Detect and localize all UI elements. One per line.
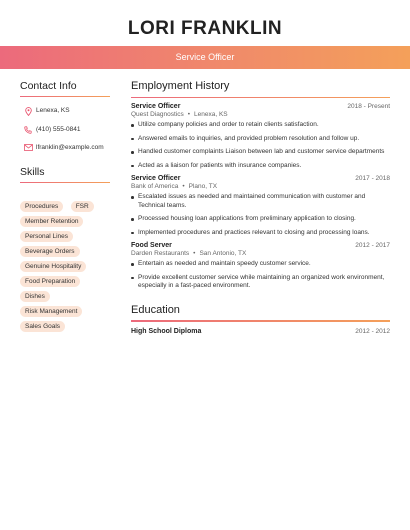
job-dates: 2018 - Present [347, 103, 390, 110]
job-company-line [131, 111, 390, 118]
job-title: Service Officer [131, 103, 181, 110]
job-bullets [131, 121, 390, 170]
skill-chip: Food Preparation [20, 276, 80, 287]
job-dates: 2012 - 2017 [355, 242, 390, 249]
contact-location [20, 106, 110, 116]
job-bullet: Handled customer complaints Liaison between lab and customer service departments [131, 148, 390, 157]
job-bullet: Provide excellent customer service while maintaining an organized work environment, especially in a fast-paced environment. [131, 274, 390, 291]
separator-dot: • [193, 250, 196, 257]
contact-phone [20, 125, 110, 134]
skill-chip: Risk Management [20, 306, 82, 317]
job-entry [131, 175, 390, 237]
contact-location-text: Lenexa, KS [36, 107, 70, 114]
job-company: Darden Restaurants [131, 250, 190, 257]
contact-list [20, 106, 110, 152]
job-title: Food Server [131, 242, 172, 249]
job-dates: 2017 - 2018 [355, 175, 390, 182]
job-bullets [131, 193, 390, 237]
phone-icon [20, 125, 36, 134]
skills-row [20, 300, 110, 315]
job-header [131, 175, 390, 182]
job-bullet: Entertain as needed and maintain speedy customer service. [131, 260, 390, 269]
contact-email-text[interactable]: lfranklin@example.com [36, 144, 104, 151]
education-entry [131, 328, 390, 335]
right-column [131, 80, 390, 335]
job-header [131, 103, 390, 110]
skill-chip: Procedures [20, 201, 63, 212]
education-section [131, 304, 390, 335]
skill-chip: Sales Goals [20, 321, 65, 332]
skills-row [20, 315, 110, 330]
education-heading: Education [131, 304, 390, 322]
job-title: Service Officer [131, 175, 181, 182]
job-bullet: Escalated issues as needed and maintained communication with customer and Technical teams. [131, 193, 390, 210]
degree-dates: 2012 - 2012 [355, 327, 390, 335]
job-location: San Antonio, TX [199, 250, 247, 257]
skill-chip: FSR [71, 201, 94, 212]
job-company-line [131, 183, 390, 190]
contact-email [20, 143, 110, 152]
job-bullet: Answered emails to inquiries, and provided problem resolution and follow up. [131, 135, 390, 144]
skills-row [20, 225, 110, 240]
degree-title: High School Diploma [131, 327, 202, 335]
email-icon [20, 143, 36, 151]
job-company: Bank of America [131, 183, 179, 190]
skills-row [20, 270, 110, 285]
left-column [20, 80, 110, 330]
skills-row [20, 285, 110, 300]
job-header [131, 242, 390, 249]
skill-chip: Personal Lines [20, 231, 73, 242]
skill-chip: Dishes [20, 291, 50, 302]
employment-heading: Employment History [131, 80, 390, 98]
job-location: Plano, TX [188, 183, 218, 190]
role-title: Service Officer [175, 52, 235, 62]
skills-row [20, 210, 110, 225]
skills-row [20, 240, 110, 255]
role-banner [0, 46, 410, 69]
job-bullet: Implemented procedures and practices relevant to closing and processing loans. [131, 229, 390, 238]
skills-list [20, 195, 110, 330]
job-bullet: Utilize company policies and order to retain clients satisfaction. [131, 121, 390, 130]
contact-phone-text[interactable]: (410) 555-0841 [36, 126, 81, 133]
name-heading: LORI FRANKLIN [127, 18, 283, 39]
separator-dot: • [182, 183, 185, 190]
skills-row [20, 195, 110, 210]
skill-chip: Genuine Hospitality [20, 261, 86, 272]
skills-heading: Skills [20, 166, 110, 183]
skill-chip: Member Retention [20, 216, 83, 227]
job-company: Quest Diagnostics [131, 111, 184, 118]
skills-row [20, 255, 110, 270]
location-pin-icon [20, 106, 36, 116]
skill-chip: Beverage Orders [20, 246, 80, 257]
job-bullet: Acted as a liaison for patients with insurance companies. [131, 162, 390, 171]
job-company-line [131, 250, 390, 257]
job-bullets [131, 260, 390, 291]
contact-heading: Contact Info [20, 80, 110, 97]
job-entry [131, 103, 390, 170]
job-bullet: Processed housing loan applications from preliminary application to closing. [131, 215, 390, 224]
separator-dot: • [187, 111, 191, 118]
job-entry [131, 242, 390, 291]
job-location: Lenexa, KS [194, 111, 228, 118]
